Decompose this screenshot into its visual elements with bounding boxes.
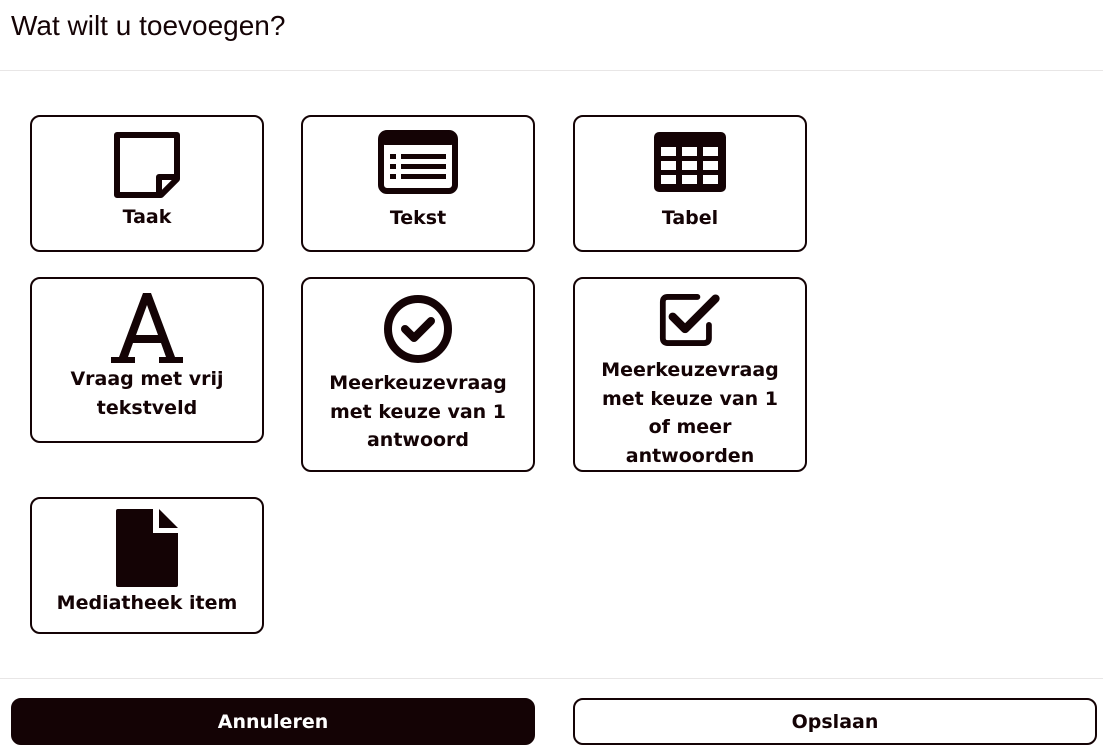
option-label: Tabel <box>661 207 719 229</box>
save-button[interactable]: Opslaan <box>573 698 1097 745</box>
font-letter-icon <box>107 291 187 365</box>
option-mediatheek-item[interactable] <box>30 497 264 634</box>
option-tekst[interactable] <box>301 115 535 252</box>
option-vraag-met-vrij-tekstveld[interactable] <box>30 277 264 443</box>
option-label: Taak <box>122 206 172 228</box>
option-meerkeuzevraag-meer-antwoorden[interactable] <box>573 277 807 472</box>
option-meerkeuzevraag-1-antwoord[interactable] <box>301 277 535 472</box>
sticky-note-icon <box>111 129 183 201</box>
option-tabel[interactable] <box>573 115 807 252</box>
footer-divider <box>0 678 1103 679</box>
header-divider <box>0 70 1103 71</box>
check-square-icon <box>651 292 729 348</box>
dialog-title: Wat wilt u toevoegen? <box>11 10 286 41</box>
option-label: Meerkeuzevraag met keuze van 1 antwoord <box>329 372 507 451</box>
cancel-button[interactable]: Annuleren <box>11 698 535 745</box>
list-icon <box>378 130 458 194</box>
table-icon <box>652 130 728 194</box>
option-label: Tekst <box>389 207 447 229</box>
option-label: Meerkeuzevraag met keuze van 1 of meer antwoorden <box>601 359 779 467</box>
option-taak[interactable] <box>30 115 264 252</box>
file-icon <box>111 507 183 589</box>
option-label: Vraag met vrij tekstveld <box>70 368 224 419</box>
option-label: Mediatheek item <box>56 592 238 614</box>
check-circle-icon <box>382 293 454 365</box>
